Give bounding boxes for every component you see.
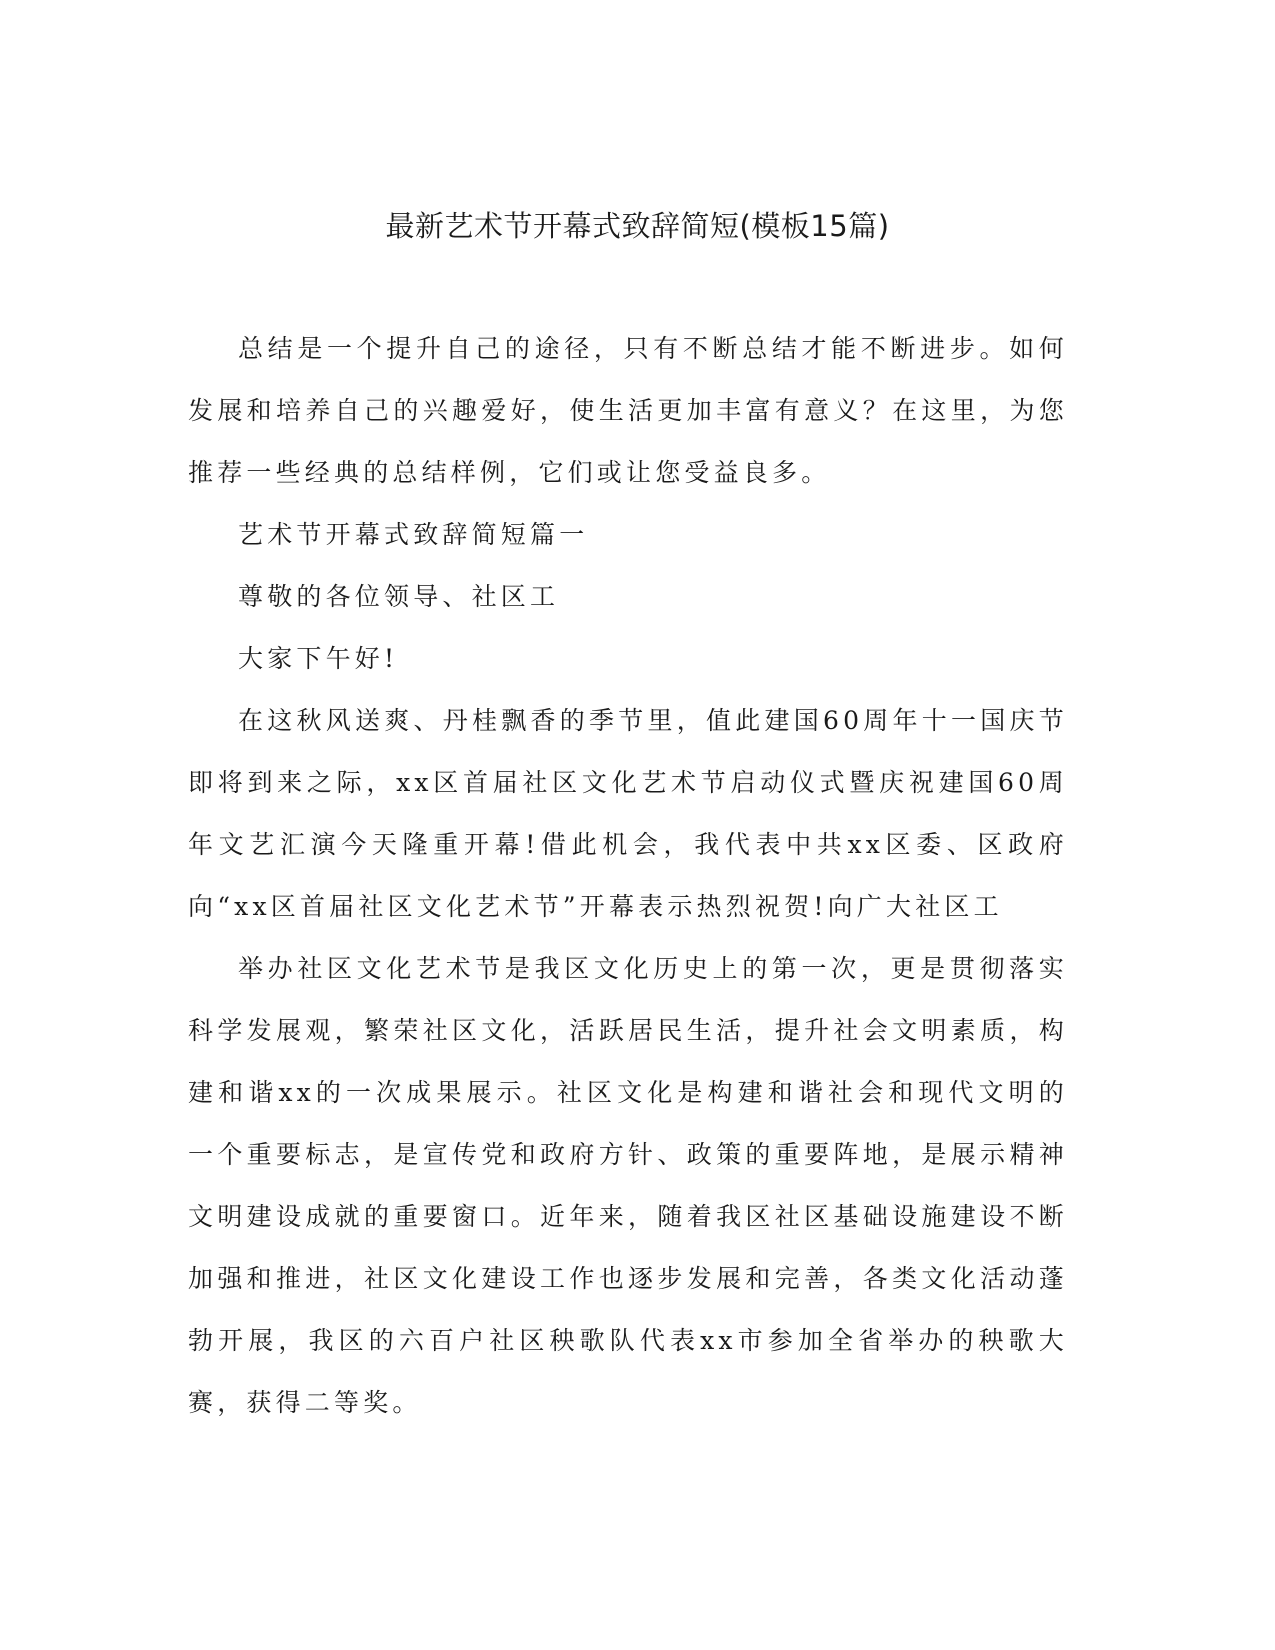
body-paragraph: 在这秋风送爽、丹桂飘香的季节里，值此建国60周年十一国庆节即将到来之际，xx区首届社区文化艺术节启动仪式暨庆祝建国60周年文艺汇演今天隆重开幕!借此机会，我代表中共xx区委、区政府向“xx区首届社区文化艺术节”开幕表示热烈祝贺!向广大社区工 [188,706,1068,921]
section-heading: 艺术节开幕式致辞简短篇一 [238,520,589,549]
salutation: 尊敬的各位领导、社区工 [238,582,560,611]
greeting: 大家下午好! [238,644,399,673]
body-paragraph: 举办社区文化艺术节是我区文化历史上的第一次，更是贯彻落实科学发展观，繁荣社区文化，活跃居民生活，提升社会文明素质，构建和谐xx的一次成果展示。社区文化是构建和谐社会和现代文明的一个重要标志，是宣传党和政府方针、政策的重要阵地，是展示精神文明建设成就的重要窗口。近年来，随着我区社区基础设施建设不断加强和推进，社区文化建设工作也逐步发展和完善，各类文化活动蓬勃开展，我区的六百户社区秧歌队代表xx市参加全省举办的秧歌大赛，获得二等奖。 [188,954,1068,1417]
document-body [188,318,1068,1434]
intro-paragraph: 总结是一个提升自己的途径，只有不断总结才能不断进步。如何发展和培养自己的兴趣爱好，使生活更加丰富有意义？在这里，为您推荐一些经典的总结样例，它们或让您受益良多。 [188,334,1068,487]
document-title: 最新艺术节开幕式致辞简短(模板15篇) [385,209,890,243]
